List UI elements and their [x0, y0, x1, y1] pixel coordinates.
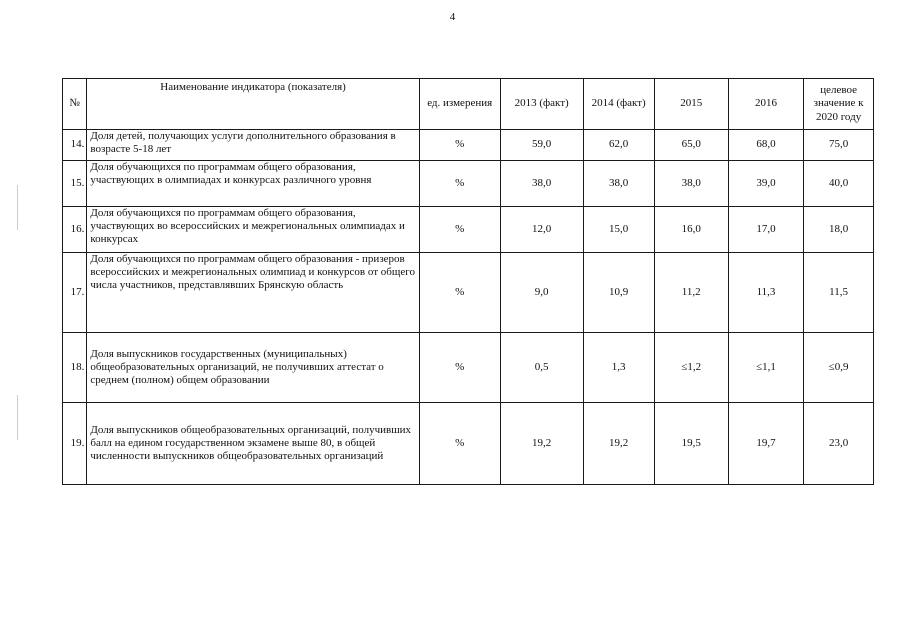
value-2014: 15,0 [583, 207, 654, 253]
value-2014: 1,3 [583, 333, 654, 403]
header-num: № [63, 79, 87, 130]
indicator-name: Доля выпускников общеобразовательных организаций, получивших балл на едином государственном экзамене выше 80, в общей численности выпускников общеобразовательных организаций [87, 403, 419, 485]
value-2013: 38,0 [500, 161, 583, 207]
value-2016: 17,0 [728, 207, 803, 253]
value-2015: 38,0 [654, 161, 728, 207]
indicator-name: Доля обучающихся по программам общего образования - призеров всероссийских и межрегиональных олимпиад и конкурсов от общего числа участников, представлявших Брянскую область [87, 253, 419, 333]
value-2014: 62,0 [583, 130, 654, 161]
value-target: 75,0 [804, 130, 874, 161]
value-2014: 38,0 [583, 161, 654, 207]
indicator-name: Доля детей, получающих услуги дополнительного образования в возрасте 5-18 лет [87, 130, 419, 161]
header-2015: 2015 [654, 79, 728, 130]
unit-cell: % [419, 130, 500, 161]
indicator-name: Доля обучающихся по программам общего образования, участвующих во всероссийских и межрегиональных олимпиадах и конкурсах [87, 207, 419, 253]
value-2015: 16,0 [654, 207, 728, 253]
header-2014: 2014 (факт) [583, 79, 654, 130]
value-2015: 11,2 [654, 253, 728, 333]
value-2016: 11,3 [728, 253, 803, 333]
value-2015: ≤1,2 [654, 333, 728, 403]
value-2013: 59,0 [500, 130, 583, 161]
table-row [63, 161, 874, 207]
unit-cell: % [419, 161, 500, 207]
table-row [63, 403, 874, 485]
row-number: 15. [63, 161, 87, 207]
indicator-name: Доля выпускников государственных (муниципальных) общеобразовательных организаций, не получивших аттестат о среднем (полном) общем образовании [87, 333, 419, 403]
value-2016: 68,0 [728, 130, 803, 161]
header-2013: 2013 (факт) [500, 79, 583, 130]
header-2016: 2016 [728, 79, 803, 130]
header-name: Наименование индикатора (показателя) [87, 79, 419, 130]
value-2015: 19,5 [654, 403, 728, 485]
row-number: 16. [63, 207, 87, 253]
row-number: 19. [63, 403, 87, 485]
row-number: 14. [63, 130, 87, 161]
table-row [63, 207, 874, 253]
value-2013: 19,2 [500, 403, 583, 485]
header-row [63, 79, 874, 130]
value-2014: 10,9 [583, 253, 654, 333]
scan-margin-mark [17, 185, 18, 230]
value-2016: 39,0 [728, 161, 803, 207]
unit-cell: % [419, 333, 500, 403]
value-2013: 0,5 [500, 333, 583, 403]
table-row [63, 130, 874, 161]
unit-cell: % [419, 253, 500, 333]
table-row [63, 333, 874, 403]
indicators-table [62, 78, 874, 485]
table-row [63, 253, 874, 333]
value-target: ≤0,9 [804, 333, 874, 403]
value-target: 11,5 [804, 253, 874, 333]
header-target: целевое значение к 2020 году [804, 79, 874, 130]
value-2016: ≤1,1 [728, 333, 803, 403]
value-2013: 9,0 [500, 253, 583, 333]
value-2013: 12,0 [500, 207, 583, 253]
indicator-name: Доля обучающихся по программам общего образования, участвующих в олимпиадах и конкурсах различного уровня [87, 161, 419, 207]
page-number: 4 [449, 11, 456, 23]
unit-cell: % [419, 207, 500, 253]
row-number: 17. [63, 253, 87, 333]
value-2014: 19,2 [583, 403, 654, 485]
value-target: 23,0 [804, 403, 874, 485]
value-target: 40,0 [804, 161, 874, 207]
header-unit: ед. измерения [419, 79, 500, 130]
value-2015: 65,0 [654, 130, 728, 161]
scan-margin-mark [17, 395, 18, 440]
unit-cell: % [419, 403, 500, 485]
value-2016: 19,7 [728, 403, 803, 485]
row-number: 18. [63, 333, 87, 403]
value-target: 18,0 [804, 207, 874, 253]
